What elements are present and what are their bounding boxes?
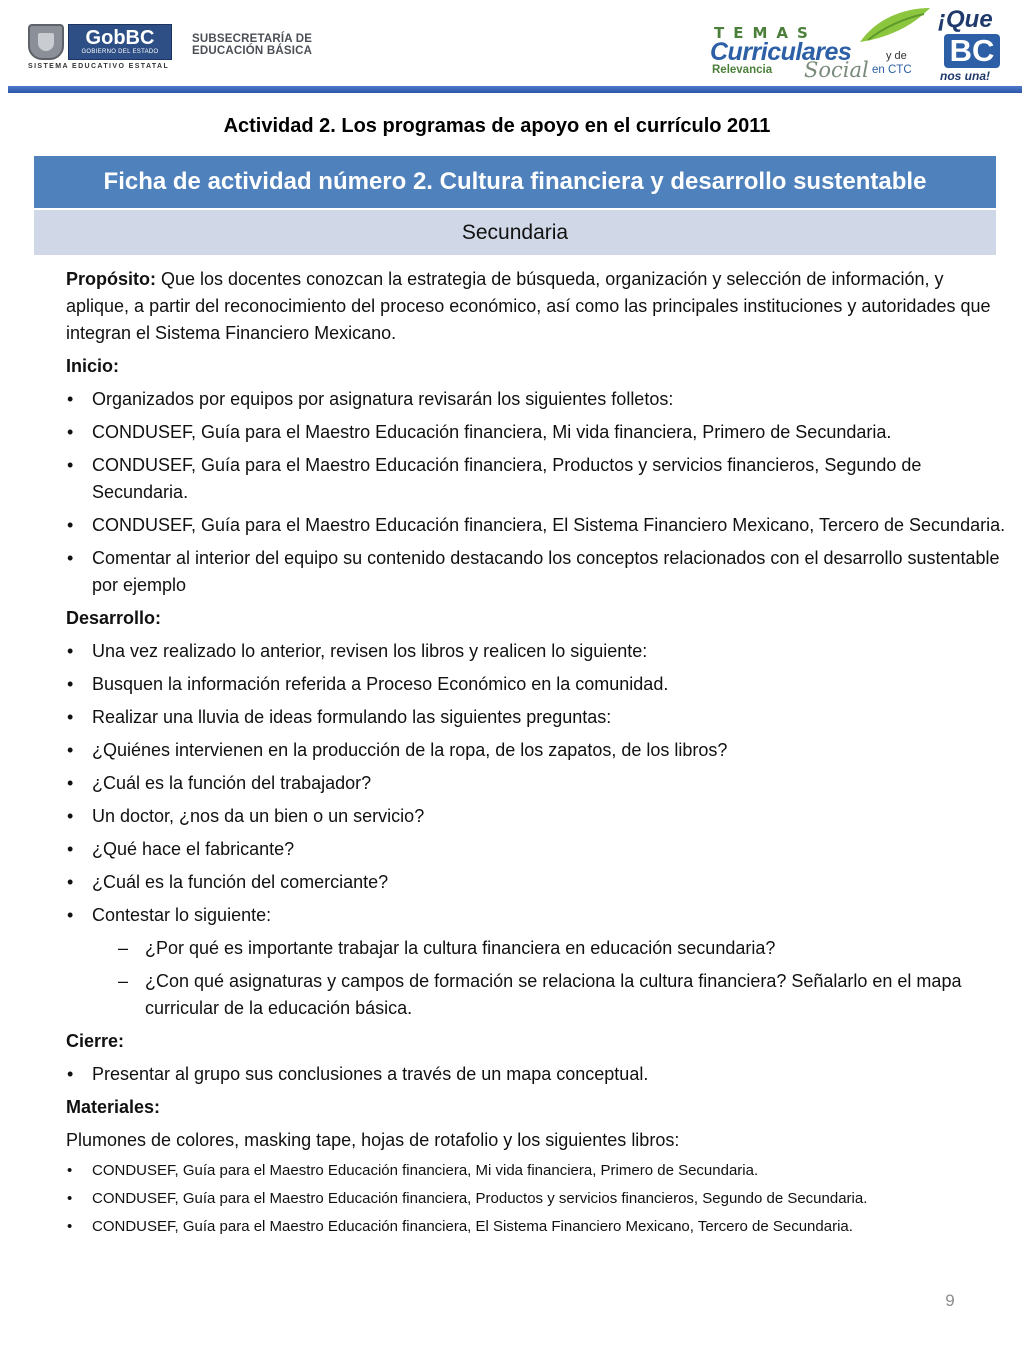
gobbc-logo-name: GobBC	[85, 27, 155, 49]
inicio-item: • Comentar al interior del equipo su contenido destacando los conceptos relacionados con el desarrollo sustentable por ejemplo	[66, 545, 1010, 599]
leaf-swoosh-icon	[858, 6, 932, 44]
desarrollo-subitem: – ¿Por qué es importante trabajar la cultura financiera en educación secundaria?	[66, 935, 1010, 962]
desarrollo-item: • Un doctor, ¿nos da un bien o un servicio?	[66, 803, 1010, 830]
subsecretaria-line-2: EDUCACIÓN BÁSICA	[192, 45, 313, 57]
materiales-list	[66, 1160, 1010, 1238]
desarrollo-item: • Realizar una lluvia de ideas formulando las siguientes preguntas:	[66, 704, 1010, 731]
activity-title: Actividad 2. Los programas de apoyo en el currículo 2011	[223, 115, 771, 137]
curriculares-word: Curriculares	[710, 38, 852, 66]
social-word: Social	[804, 58, 869, 82]
inicio-item: • Organizados por equipos por asignatura revisarán los siguientes folletos:	[66, 386, 1010, 413]
desarrollo-item: • ¿Cuál es la función del comerciante?	[66, 869, 1010, 896]
inicio-heading: Inicio:	[66, 356, 119, 376]
materiales-item: • CONDUSEF, Guía para el Maestro Educación financiera, El Sistema Financiero Mexicano, Tercero de Secundaria.	[66, 1216, 1010, 1238]
que-word: ¡Que	[938, 6, 993, 33]
desarrollo-item: • Busquen la información referida a Proceso Económico en la comunidad.	[66, 671, 1010, 698]
header-divider	[8, 86, 1022, 93]
inicio-item: • CONDUSEF, Guía para el Maestro Educación financiera, Productos y servicios financieros, Segundo de Secundaria.	[66, 452, 1010, 506]
desarrollo-item: • Una vez realizado lo anterior, revisen los libros y realicen lo siguiente:	[66, 638, 1010, 665]
gobbc-logo-subtext: GOBIERNO DEL ESTADO	[81, 49, 159, 55]
temas-word: TEMAS	[714, 24, 817, 42]
purpose-text: Que los docentes conozcan la estrategia de búsqueda, organización y selección de información, y aplique, a partir del reconocimiento del proceso económico, así como las principales instituciones y autoridades que integran el Sistema Financiero Mexicano.	[66, 269, 991, 343]
nos-una-word: nos una!	[940, 69, 990, 83]
inicio-item: • CONDUSEF, Guía para el Maestro Educación financiera, Mi vida financiera, Primero de Secundaria.	[66, 419, 1010, 446]
page-number: 9	[945, 1291, 955, 1310]
subsecretaria-label	[192, 33, 362, 57]
inicio-item: • CONDUSEF, Guía para el Maestro Educación financiera, El Sistema Financiero Mexicano, Tercero de Secundaria.	[66, 512, 1010, 539]
desarrollo-heading: Desarrollo:	[66, 608, 162, 628]
desarrollo-item: • ¿Cuál es la función del trabajador?	[66, 770, 1010, 797]
desarrollo-list	[66, 638, 1010, 1022]
purpose-paragraph	[66, 266, 1010, 347]
en-ctc-word: en CTC	[872, 64, 912, 76]
temas-curriculares-logo	[708, 6, 934, 82]
state-shield-icon	[28, 24, 64, 60]
que-bc-nos-una-logo	[938, 8, 1012, 84]
ficha-title-bar: Ficha de actividad número 2. Cultura financiera y desarrollo sustentable	[34, 156, 996, 208]
materiales-item: • CONDUSEF, Guía para el Maestro Educación financiera, Mi vida financiera, Primero de Secundaria.	[66, 1160, 1010, 1182]
inicio-list	[66, 386, 1010, 599]
materiales-heading: Materiales:	[66, 1097, 161, 1117]
gobbc-logo-box	[68, 24, 172, 60]
desarrollo-item: • ¿Qué hace el fabricante?	[66, 836, 1010, 863]
cierre-item: • Presentar al grupo sus conclusiones a través de un mapa conceptual.	[66, 1061, 1010, 1088]
desarrollo-subitem: – ¿Con qué asignaturas y campos de formación se relaciona la cultura financiera? Señalarlo en el mapa curricular de la educación básica.	[66, 968, 1010, 1022]
relevancia-word: Relevancia	[712, 64, 773, 76]
cierre-heading: Cierre:	[66, 1031, 125, 1051]
gobbc-logo-system: SISTEMA EDUCATIVO ESTATAL	[28, 63, 170, 70]
gobbc-logo	[28, 24, 173, 70]
level-bar: Secundaria	[34, 210, 996, 255]
desarrollo-item: • Contestar lo siguiente:	[66, 902, 1010, 929]
activity-content	[66, 266, 1010, 1244]
purpose-label: Propósito:	[66, 269, 156, 289]
materiales-intro: Plumones de colores, masking tape, hojas de rotafolio y los siguientes libros:	[66, 1130, 680, 1150]
page-header	[0, 0, 1024, 96]
bc-word: BC	[944, 34, 1000, 68]
subsecretaria-line-1: SUBSECRETARÍA DE	[192, 33, 313, 45]
desarrollo-item: • ¿Quiénes intervienen en la producción de la ropa, de los zapatos, de los libros?	[66, 737, 1010, 764]
cierre-list	[66, 1061, 1010, 1088]
materiales-item: • CONDUSEF, Guía para el Maestro Educación financiera, Productos y servicios financieros, Segundo de Secundaria.	[66, 1188, 1010, 1210]
y-de-word: y de	[886, 50, 907, 62]
